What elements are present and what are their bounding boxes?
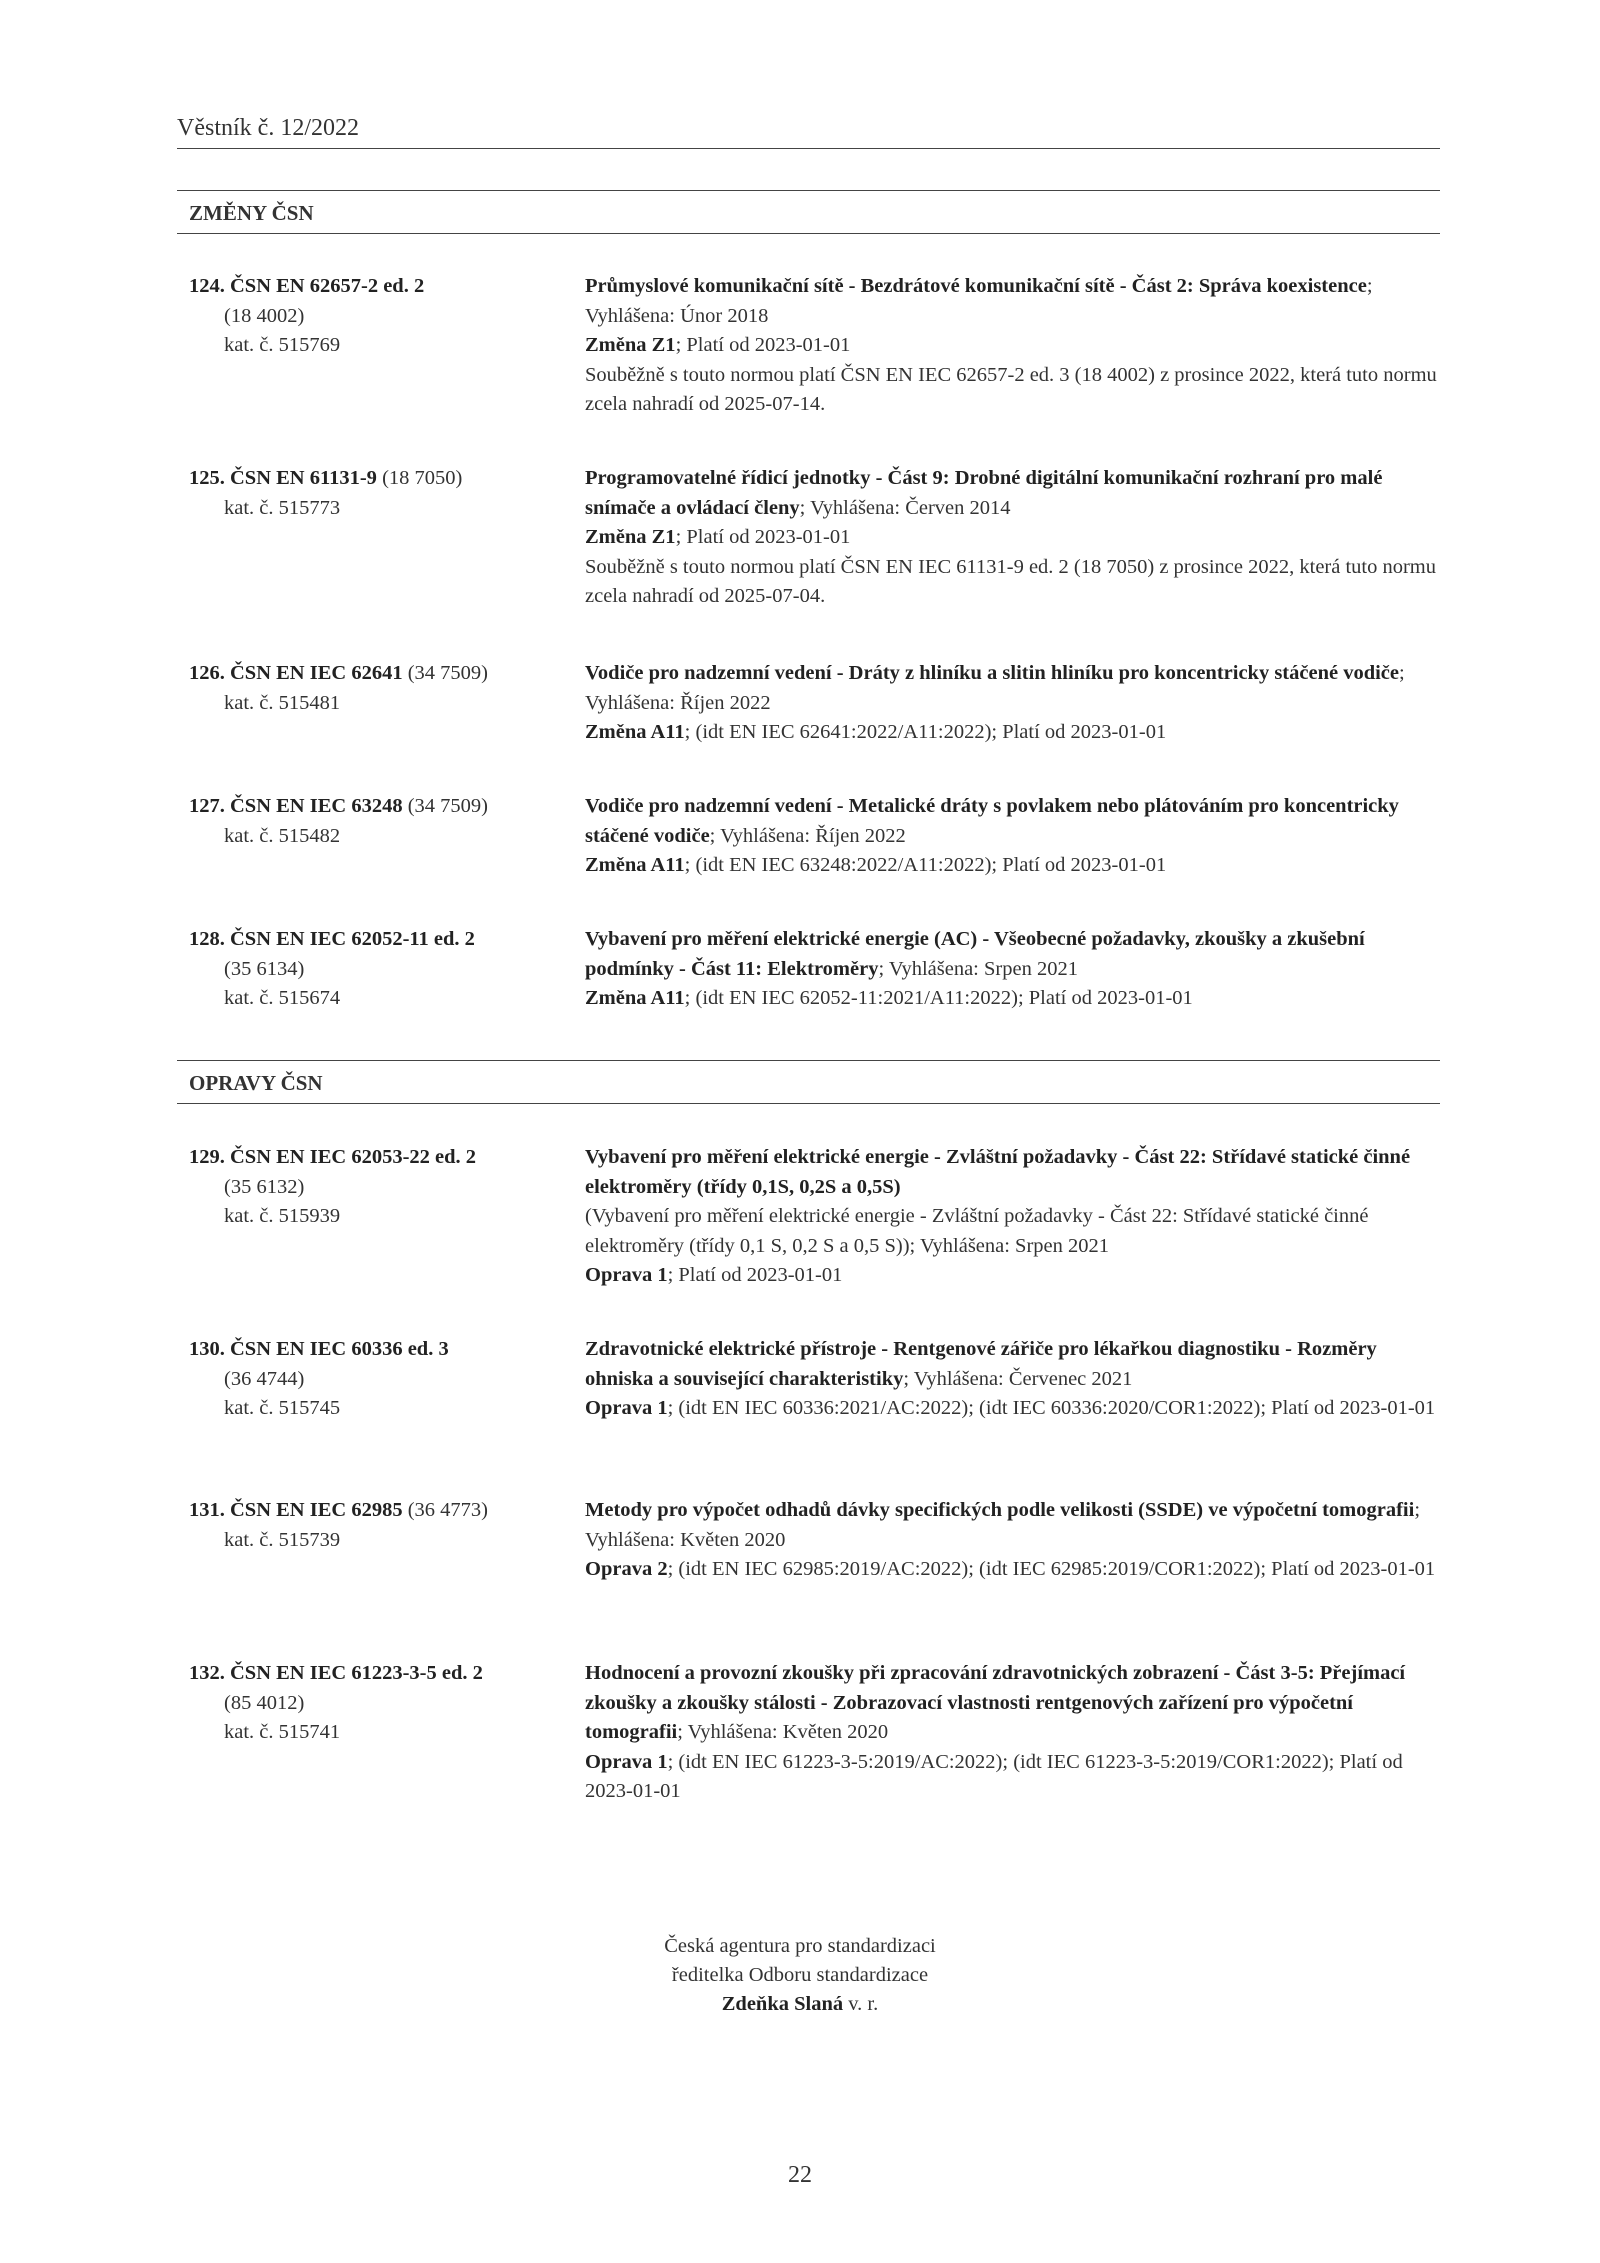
standard-title: Vybavení pro měření elektrické energie (AC) - Všeobecné požadavky, zkoušky a zkušební podmínky - Část 11: Elektroměry <box>585 928 1365 980</box>
amendment-details: ; Platí od 2023-01-01 <box>675 334 851 356</box>
entry-details <box>585 659 1440 748</box>
amendment-label: Změna A11 <box>585 987 685 1009</box>
announced-date: ; Vyhlášena: Říjen 2022 <box>709 824 906 847</box>
catalog-number: kat. č. 515769 <box>224 334 341 356</box>
amendment-details: ; (idt EN IEC 63248:2022/A11:2022); Platí od 2023-01-01 <box>684 854 1167 876</box>
classification-code: (85 4012) <box>224 1691 305 1714</box>
amendment-label: Oprava 1 <box>585 1264 668 1286</box>
amendment-details: ; Platí od 2023-01-01 <box>675 526 851 548</box>
announced-date: ; Vyhlášena: Srpen 2021 <box>878 957 1078 980</box>
standard-title: Průmyslové komunikační sítě - Bezdrátové komunikační sítě - Část 2: Správa koexistence <box>585 275 1367 297</box>
catalog-number: kat. č. 515739 <box>224 1528 341 1551</box>
announced-date: ; Vyhlášena: Květen 2020 <box>677 1721 889 1743</box>
amendment-label: Oprava 2 <box>585 1558 668 1580</box>
standard-title: Zdravotnické elektrické přístroje - Rentgenové zářiče pro lékařkou diagnostiku - Rozměry ohniska a související charakteristiky <box>585 1338 1377 1390</box>
standard-title: Hodnocení a provozní zkoušky při zpracování zdravotnických zobrazení - Část 3-5: Přejímací zkoušky a zkoušky stálosti - Zobrazovací vlastnosti rentgenových zařízení pro výpočetní tomografii <box>585 1662 1406 1743</box>
page-number: 22 <box>788 2162 812 2188</box>
catalog-number: kat. č. 515481 <box>224 691 341 714</box>
entry-identifier <box>189 659 579 718</box>
section-heading-corrections: OPRAVY ČSN <box>177 1060 1440 1104</box>
standard-number: 127. ČSN EN IEC 63248 <box>189 795 403 817</box>
standard-number: 129. ČSN EN IEC 62053-22 ed. 2 <box>189 1146 477 1168</box>
catalog-number: kat. č. 515674 <box>224 987 341 1009</box>
amendment-details: ; (idt EN IEC 62052-11:2021/A11:2022); Platí od 2023-01-01 <box>684 987 1193 1009</box>
entry-identifier <box>189 464 579 523</box>
classification-code: (36 4773) <box>407 1499 488 1521</box>
standard-number: 131. ČSN EN IEC 62985 <box>189 1499 403 1521</box>
amendment-label: Změna Z1 <box>585 526 676 548</box>
announced-date: ; Vyhlášena: Květen 2020 <box>585 1499 1421 1551</box>
entry-identifier <box>189 1496 579 1555</box>
amendment-details: ; Platí od 2023-01-01 <box>667 1264 843 1286</box>
entry-identifier <box>189 792 579 851</box>
replacement-note: Souběžně s touto normou platí ČSN EN IEC 62657-2 ed. 3 (18 4002) z prosince 2022, která tuto normu zcela nahradí od 2025-07-14. <box>585 363 1437 415</box>
standard-number: 126. ČSN EN IEC 62641 <box>189 662 403 684</box>
standard-number: 128. ČSN EN IEC 62052-11 ed. 2 <box>189 928 475 950</box>
entry-details <box>585 1496 1440 1585</box>
entry-details <box>585 1335 1440 1424</box>
standard-title: Programovatelné řídicí jednotky - Část 9: Drobné digitální komunikační rozhraní pro malé snímače a ovládací členy <box>585 467 1383 519</box>
classification-code: (18 4002) <box>224 304 305 327</box>
classification-code: (36 4744) <box>224 1367 305 1390</box>
signature-name: Zdeňka Slaná <box>721 1993 844 2015</box>
standard-title: Vybavení pro měření elektrické energie - Zvláštní požadavky - Část 22: Střídavé statické činné elektroměry (třídy 0,1S, 0,2S a 0,5S) <box>585 1146 1411 1198</box>
catalog-number: kat. č. 515482 <box>224 824 341 847</box>
replacement-note: Souběžně s touto normou platí ČSN EN IEC 61131-9 ed. 2 (18 7050) z prosince 2022, která tuto normu zcela nahradí od 2025-07-04. <box>585 555 1437 607</box>
signature-organization: Česká agentura pro standardizaci <box>664 1935 936 1957</box>
amendment-label: Změna A11 <box>585 854 685 876</box>
amendment-details: ; (idt EN IEC 62985:2019/AC:2022); (idt IEC 62985:2019/COR1:2022); Platí od 2023-01-01 <box>667 1558 1436 1580</box>
standard-number: 132. ČSN EN IEC 61223-3-5 ed. 2 <box>189 1662 483 1684</box>
page-header: Věstník č. 12/2022 <box>177 114 1440 149</box>
entry-identifier <box>189 1659 579 1748</box>
signature-suffix: v. r. <box>843 1993 879 2015</box>
catalog-number: kat. č. 515773 <box>224 496 341 519</box>
entry-identifier <box>189 925 579 1014</box>
amendment-details: ; (idt EN IEC 62641:2022/A11:2022); Platí od 2023-01-01 <box>684 721 1167 743</box>
announced-date: ; Vyhlášena: Únor 2018 <box>585 275 1373 327</box>
standard-title: Vodiče pro nadzemní vedení - Dráty z hliníku a slitin hliníku pro koncentricky stáčené vodiče <box>585 662 1399 684</box>
standard-title: Vodiče pro nadzemní vedení - Metalické dráty s povlakem nebo plátováním pro koncentricky stáčené vodiče <box>585 795 1399 847</box>
announced-date: ; Vyhlášena: Červen 2014 <box>799 496 1011 519</box>
amendment-label: Oprava 1 <box>585 1397 668 1419</box>
amendment-label: Oprava 1 <box>585 1750 668 1773</box>
entry-details <box>585 792 1440 881</box>
entry-identifier <box>189 1143 579 1232</box>
classification-code: (18 7050) <box>382 467 463 489</box>
classification-code: (35 6134) <box>224 957 305 980</box>
entry-details <box>585 1659 1440 1807</box>
amendment-label: Změna A11 <box>585 721 685 743</box>
standard-title: Metody pro výpočet odhadů dávky specifických podle velikosti (SSDE) ve výpočetní tomografii <box>585 1499 1415 1521</box>
amendment-details: ; (idt EN IEC 60336:2021/AC:2022); (idt IEC 60336:2020/COR1:2022); Platí od 2023-01-01 <box>667 1397 1436 1419</box>
standard-number: 130. ČSN EN IEC 60336 ed. 3 <box>189 1338 449 1360</box>
entry-identifier <box>189 272 579 361</box>
entry-identifier <box>189 1335 579 1424</box>
entry-details <box>585 925 1440 1014</box>
standard-number: 125. ČSN EN 61131-9 <box>189 467 377 489</box>
signature-role: ředitelka Odboru standardizace <box>671 1964 929 1986</box>
section-heading-changes: ZMĚNY ČSN <box>177 190 1440 234</box>
announced-date: ; Vyhlášena: Říjen 2022 <box>585 662 1405 714</box>
classification-code: (34 7509) <box>407 795 488 817</box>
entry-details <box>585 1143 1440 1291</box>
catalog-number: kat. č. 515745 <box>224 1397 341 1419</box>
catalog-number: kat. č. 515939 <box>224 1205 341 1227</box>
entry-details <box>585 464 1440 612</box>
announced-date: ; Vyhlášena: Červenec 2021 <box>903 1367 1133 1390</box>
standard-number: 124. ČSN EN 62657-2 ed. 2 <box>189 275 425 297</box>
classification-code: (34 7509) <box>407 662 488 684</box>
amendment-label: Změna Z1 <box>585 334 676 356</box>
catalog-number: kat. č. 515741 <box>224 1721 341 1743</box>
classification-code: (35 6132) <box>224 1175 305 1198</box>
original-title: (Vybavení pro měření elektrické energie - Zvláštní požadavky - Část 22: Střídavé statické činné elektroměry (třídy 0,1 S, 0,2 S a 0,5 S)); Vyhlášena: Srpen 2021 <box>585 1205 1369 1257</box>
amendment-details: ; (idt EN IEC 61223-3-5:2019/AC:2022); (idt IEC 61223-3-5:2019/COR1:2022); Platí od 2023-01-01 <box>585 1750 1403 1802</box>
signature-block <box>500 1932 1100 2019</box>
entry-details <box>585 272 1440 420</box>
